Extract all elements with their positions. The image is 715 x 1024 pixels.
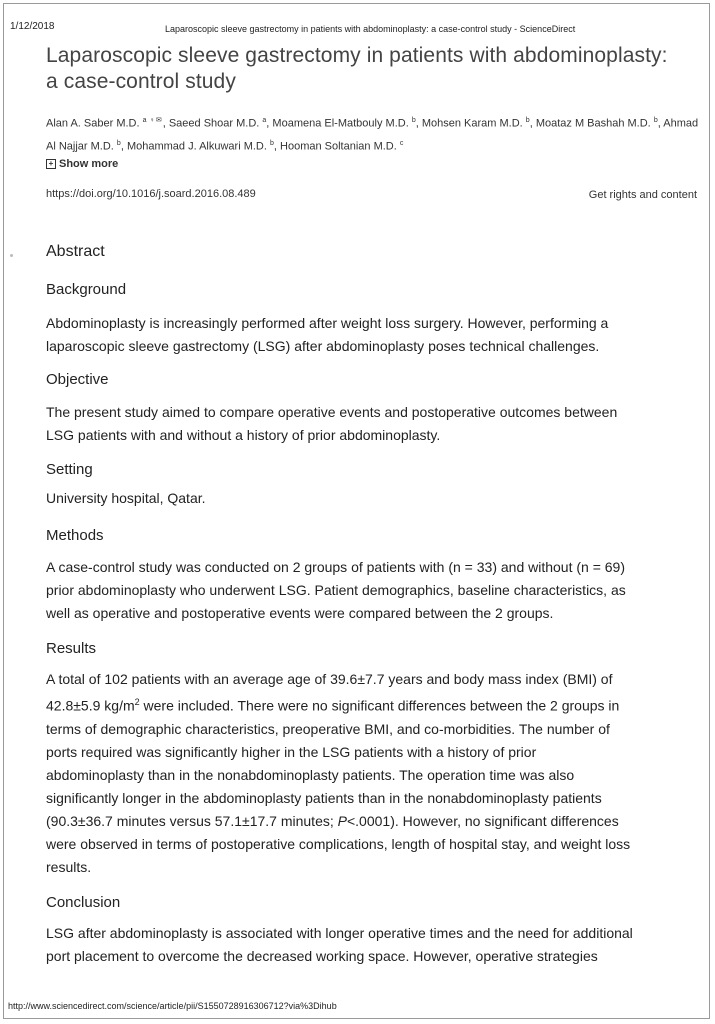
setting-heading: Setting [46,461,93,478]
background-text: Abdominoplasty is increasingly performed after weight loss surgery. However, performing a laparoscopic sleeve gastrectomy (LSG) after abdominoplasty poses technical challenges. [46,315,609,354]
scan-dot-mark [10,254,13,257]
article-title [46,43,706,95]
author-link[interactable]: Hooman Soltanian M.D. [280,140,397,153]
footer-url: http://www.sciencedirect.com/science/article/pii/S1550728916306712?via%3Dihub [8,1001,337,1011]
affiliation-marker: b [116,139,121,147]
doi-link[interactable]: https://doi.org/10.1016/j.soard.2016.08.489 [46,188,256,200]
affiliation-marker: b [653,117,658,124]
affiliation-marker: b [269,139,274,147]
author-list: Alan A. Saber M.D. $^a$ ♀✉, Saeed Shoar M.D. $^a$, Moamena El-Matbouly M.D. $^b$, Mohsen Karam M.D. $^b$, Moataz M Bashah M.D. $^b$, Ahmad Al Najjar M.D. $^b$, Mohammad J. Alkuwari M.D. $^b$, Hooman Soltanian M.D. $^c$ [46,117,699,153]
methods-heading: Methods [46,527,104,544]
results-text: A total of 102 patients with an average age of 39.6±7.7 years and body mass index (BMI) of 42.8±5.9 $kg/m^2$ were included. There were no significant differences between the 2 groups in terms of demographic characteristics, preoperative BMI, and co-morbidities. The number of ports required was significantly higher in the LSG patients with a history of prior abdominoplasty than in the nonabdominoplasty patients. The operation time was also significantly longer in the abdominoplasty patients than in the nonabdominoplasty patients (90.3±36.7 minutes versus 57.1±17.7 minutes; P<.0001). However, no significant differences were observed in terms of postoperative complications, length of hospital stay, and weight loss results. [46,671,631,875]
get-rights-link[interactable]: Get rights and content [588,189,697,201]
affiliation-marker: a [142,117,147,124]
affiliation-marker: c [399,139,404,147]
title-line-1: Laparoscopic sleeve gastrectomy in patients with abdominoplasty: [46,44,668,67]
author-link[interactable]: Saeed Shoar M.D. [168,117,260,130]
methods-text: A case-control study was conducted on 2 groups of patients with (n = 33) and without (n = 69) prior abdominoplasty who underwent LSG. Patient demographics, baseline characteristics, as well as operative and postoperative events were compared between the 2 groups. [46,559,626,621]
author-link[interactable]: Mohammad J. Alkuwari M.D. [126,140,267,153]
affiliation-marker: b [525,117,530,124]
affiliation-marker: a [262,117,267,124]
conclusion-text: LSG after abdominoplasty is associated with longer operative times and the need for additional port placement to overcome the decreased working space. However, operative strategies [46,925,633,964]
print-header-title: Laparoscopic sleeve gastrectomy in patients with abdominoplasty: a case-control study - ScienceDirect [165,24,576,34]
show-more-label: Show more [59,158,119,170]
setting-text: University hospital, Qatar. [46,490,206,506]
author-link[interactable]: Mohsen Karam M.D. [421,117,523,130]
objective-heading: Objective [46,371,109,388]
affiliation-marker: b [411,117,416,124]
show-more-button[interactable] [46,158,118,170]
author-link[interactable]: Alan A. Saber M.D. [46,117,140,130]
print-date: 1/12/2018 [10,21,55,32]
background-heading: Background [46,281,127,298]
author-link[interactable]: Moamena El-Matbouly M.D. [272,117,409,130]
person-envelope-icon[interactable]: ♀✉ [149,117,163,124]
plus-box-icon: + [46,159,56,169]
conclusion-heading: Conclusion [46,894,121,911]
author-link[interactable]: Ahmad Al Najjar M.D. [46,117,699,153]
results-heading: Results [46,640,97,657]
objective-text: The present study aimed to compare operative events and postoperative outcomes between LSG patients with and without a history of prior abdominoplasty. [46,404,618,443]
abstract-heading: Abstract [46,243,105,260]
title-line-2: a case-control study [46,70,236,93]
author-link[interactable]: Moataz M Bashah M.D. [535,117,651,130]
